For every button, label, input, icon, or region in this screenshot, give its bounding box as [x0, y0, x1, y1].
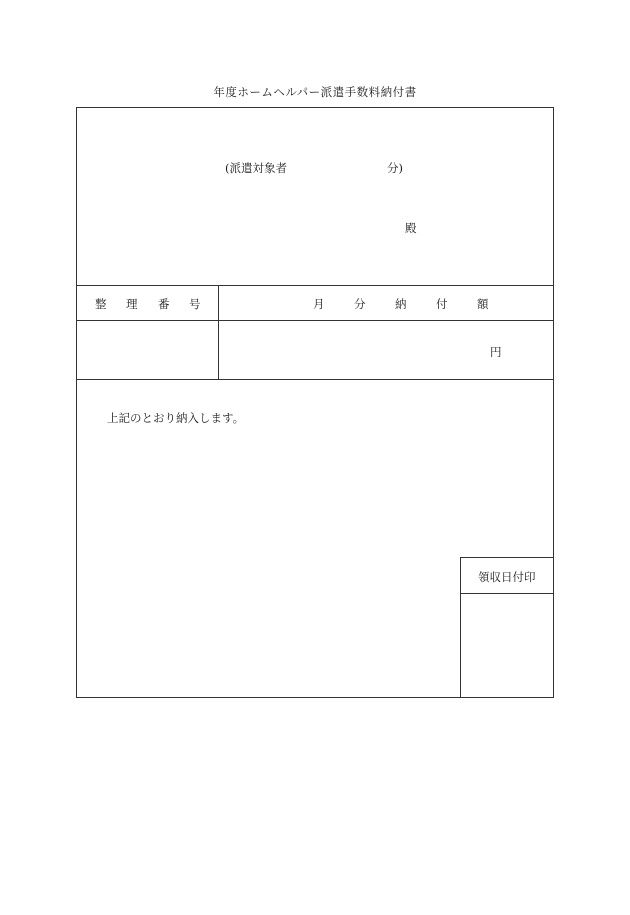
header-number-char-2: 理: [126, 297, 138, 311]
header-number-char-3: 番: [158, 297, 170, 311]
header-amount-char-5: 額: [477, 297, 489, 311]
payment-statement: 上記のとおり納入します。: [107, 411, 245, 425]
dispatch-label-close: 分): [387, 161, 403, 175]
header-number-char-4: 号: [189, 297, 201, 311]
header-amount-char-4: 付: [436, 297, 448, 311]
table-column-divider: [218, 285, 219, 379]
dispatch-label-open: (派遣対象者: [225, 161, 287, 175]
receipt-stamp-rule: [461, 593, 553, 594]
header-amount-char-1: 月: [313, 297, 325, 311]
payment-form: [76, 107, 554, 698]
yen-unit: 円: [490, 345, 502, 359]
header-amount-char-3: 納: [395, 297, 407, 311]
document-title: 年度ホームヘルパー派遣手数料納付書: [213, 85, 417, 99]
header-bottom-rule: [77, 320, 553, 321]
header-number-char-1: 整: [95, 297, 107, 311]
header-amount-char-2: 分: [354, 297, 366, 311]
header-top-rule: [77, 285, 553, 286]
amount-row-bottom-rule: [77, 379, 553, 380]
receipt-stamp-box: [460, 557, 554, 698]
receipt-stamp-label: 領収日付印: [478, 570, 536, 584]
honorific: 殿: [405, 221, 417, 235]
